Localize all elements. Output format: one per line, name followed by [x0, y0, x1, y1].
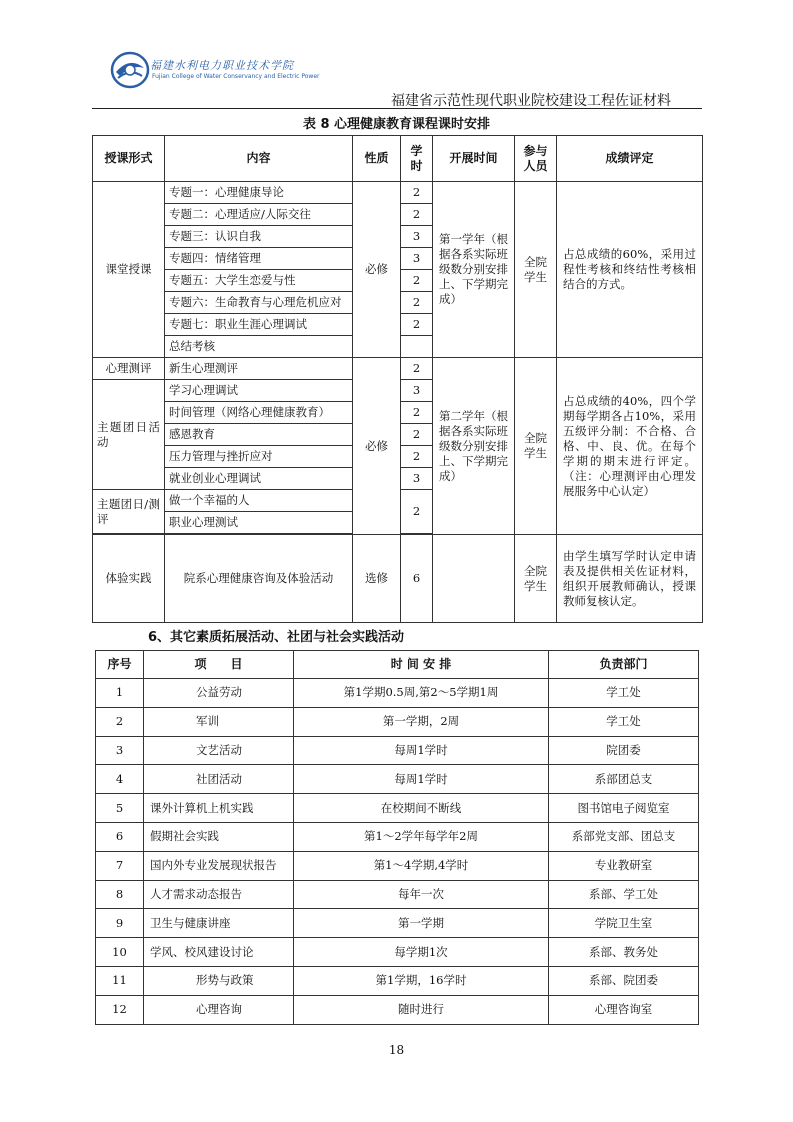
nature-cell: 必修: [353, 358, 401, 535]
hours-cell: 2: [401, 424, 433, 446]
form-activity: 主题团日活动: [93, 380, 165, 490]
item-cell: 形势与政策: [144, 966, 294, 995]
content-cell: 做一个幸福的人: [165, 490, 353, 512]
hours-cell: 2: [401, 402, 433, 424]
time-cell: 每学期1次: [294, 938, 549, 967]
form-practice: 体验实践: [93, 535, 165, 623]
row-number-cell: 1: [96, 679, 144, 708]
content-cell: 感恩教育: [165, 424, 353, 446]
table-row: [96, 851, 699, 880]
table-row: [96, 909, 699, 938]
row-number-cell: 6: [96, 822, 144, 851]
dept-cell: 系部、学工处: [549, 880, 699, 909]
hours-cell: 6: [401, 535, 433, 623]
psych-course-table: [92, 135, 703, 623]
hours-cell: 3: [401, 226, 433, 248]
content-cell: 总结考核: [165, 336, 353, 358]
col-header-time: 时 间 安 排: [294, 651, 549, 679]
item-cell: 社团活动: [144, 765, 294, 794]
table-row: [96, 679, 699, 708]
form-test: 心理测评: [93, 358, 165, 380]
section6-title: 6、其它素质拓展活动、社团与社会实践活动: [148, 630, 405, 645]
row-number-cell: 9: [96, 909, 144, 938]
hours-cell: 2: [401, 314, 433, 336]
time-cell: 每年一次: [294, 880, 549, 909]
time-cell: 第1～2学年每学年2周: [294, 822, 549, 851]
col-header-time: 开展时间: [433, 136, 515, 182]
grading-cell: 占总成绩的40%，四个学期每学期各占10%，采用五级评分制：不合格、合格、中、良、优。在每个学期的期末进行评定。（注：心理测评由心理发展服务中心认定）: [557, 358, 703, 535]
dept-cell: 心理咨询室: [549, 995, 699, 1024]
participants-cell: 全院学生: [515, 535, 557, 623]
table-row: [93, 535, 703, 623]
header-divider: [92, 108, 702, 109]
row-number-cell: 12: [96, 995, 144, 1024]
table8-title: 表 8 心理健康教育课程课时安排: [302, 117, 491, 132]
table-row: [96, 765, 699, 794]
form-classroom: 课堂授课: [93, 182, 165, 358]
table-row: [96, 822, 699, 851]
col-header-no: 序号: [96, 651, 144, 679]
hours-cell: 3: [401, 380, 433, 402]
col-header-item: 项 目: [144, 651, 294, 679]
item-cell: 国内外专业发展现状报告: [144, 851, 294, 880]
content-cell: 新生心理测评: [165, 358, 353, 380]
table-row: [96, 938, 699, 967]
table-row: [96, 995, 699, 1024]
item-cell: 课外计算机上机实践: [144, 794, 294, 823]
table-header-row: [93, 136, 703, 182]
nature-cell: 必修: [353, 182, 401, 358]
row-number-cell: 4: [96, 765, 144, 794]
item-cell: 文艺活动: [144, 736, 294, 765]
item-cell: 学风、校风建设讨论: [144, 938, 294, 967]
row-number-cell: 3: [96, 736, 144, 765]
item-cell: 心理咨询: [144, 995, 294, 1024]
hours-cell: 2: [401, 358, 433, 380]
table-row: [96, 880, 699, 909]
content-cell: 时间管理（网络心理健康教育）: [165, 402, 353, 424]
time-cell: 在校期间不断线: [294, 794, 549, 823]
content-cell: 专题四：情绪管理: [165, 248, 353, 270]
table-row: [96, 794, 699, 823]
table-row: [96, 966, 699, 995]
table-row: [93, 182, 703, 204]
hours-cell: 3: [401, 248, 433, 270]
hours-cell: 2: [401, 182, 433, 204]
content-cell: 专题二：心理适应/人际交往: [165, 204, 353, 226]
dept-cell: 学院卫生室: [549, 909, 699, 938]
participants-cell: 全院学生: [515, 182, 557, 358]
item-cell: 人才需求动态报告: [144, 880, 294, 909]
row-number-cell: 5: [96, 794, 144, 823]
item-cell: 军训: [144, 707, 294, 736]
col-header-nature: 性质: [353, 136, 401, 182]
row-number-cell: 10: [96, 938, 144, 967]
time-cell: 第1学期，16学时: [294, 966, 549, 995]
nature-cell: 选修: [353, 535, 401, 623]
grading-cell: 占总成绩的60%，采用过程性考核和终结性考核相结合的方式。: [557, 182, 703, 358]
content-cell: 学习心理调试: [165, 380, 353, 402]
content-cell: 专题五：大学生恋爱与性: [165, 270, 353, 292]
content-cell: 压力管理与挫折应对: [165, 446, 353, 468]
document-header-title: 福建省示范性现代职业院校建设工程佐证材料: [391, 93, 671, 109]
table-row: [93, 358, 703, 380]
grading-cell: 由学生填写学时认定申请表及提供相关佐证材料，组织开展教师确认，授课教师复核认定。: [557, 535, 703, 623]
hours-cell: 2: [401, 204, 433, 226]
school-name: 福建水利电力职业技术学院: [150, 59, 294, 72]
col-header-dept: 负责部门: [549, 651, 699, 679]
col-header-hours: 学时: [401, 136, 433, 182]
row-number-cell: 8: [96, 880, 144, 909]
dept-cell: 院团委: [549, 736, 699, 765]
dept-cell: 系部、教务处: [549, 938, 699, 967]
hours-cell: 3: [401, 468, 433, 490]
hours-cell: 2: [401, 446, 433, 468]
content-cell: 专题七：职业生涯心理调试: [165, 314, 353, 336]
time-cell: 第一学期: [294, 909, 549, 938]
dept-cell: 专业教研室: [549, 851, 699, 880]
dept-cell: 学工处: [549, 707, 699, 736]
time-cell: [433, 535, 515, 623]
content-cell: 专题六：生命教育与心理危机应对: [165, 292, 353, 314]
dept-cell: 系部团总支: [549, 765, 699, 794]
content-cell: 专题三：认识自我: [165, 226, 353, 248]
hours-cell: 2: [401, 490, 433, 534]
page-number: 18: [388, 1043, 405, 1057]
time-cell: 第1学期0.5周,第2～5学期1周: [294, 679, 549, 708]
time-cell: 第二学年（根据各系实际班级数分别安排上、下学期完成）: [433, 358, 515, 535]
table-row: [96, 736, 699, 765]
hours-cell: 2: [401, 292, 433, 314]
content-cell: 专题一：心理健康导论: [165, 182, 353, 204]
time-cell: 每周1学时: [294, 765, 549, 794]
col-header-participants: 参与人员: [515, 136, 557, 182]
item-cell: 假期社会实践: [144, 822, 294, 851]
time-cell: 第一学期，2周: [294, 707, 549, 736]
table-row: [96, 707, 699, 736]
hours-cell: 2: [401, 270, 433, 292]
col-header-content: 内容: [165, 136, 353, 182]
participants-cell: 全院学生: [515, 358, 557, 535]
time-cell: 第一学年（根据各系实际班级数分别安排上、下学期完成）: [433, 182, 515, 358]
col-header-form: 授课形式: [93, 136, 165, 182]
content-cell: 院系心理健康咨询及体验活动: [165, 535, 353, 623]
time-cell: 随时进行: [294, 995, 549, 1024]
time-cell: 第1～4学期,4学时: [294, 851, 549, 880]
content-cell: 就业创业心理调试: [165, 468, 353, 490]
table-header-row: [96, 651, 699, 679]
row-number-cell: 11: [96, 966, 144, 995]
row-number-cell: 2: [96, 707, 144, 736]
dept-cell: 系部、院团委: [549, 966, 699, 995]
dept-cell: 系部党支部、团总支: [549, 822, 699, 851]
col-header-grading: 成绩评定: [557, 136, 703, 182]
time-cell: 每周1学时: [294, 736, 549, 765]
dept-cell: 学工处: [549, 679, 699, 708]
item-cell: 卫生与健康讲座: [144, 909, 294, 938]
form-mixed: 主题团日/测评: [93, 490, 165, 534]
row-number-cell: 7: [96, 851, 144, 880]
activities-table: [95, 650, 699, 1025]
hours-cell: [401, 336, 433, 358]
content-cell: 职业心理测试: [165, 512, 353, 534]
school-name-en: Fujian College of Water Conservancy and Electric Power: [152, 73, 320, 80]
dept-cell: 图书馆电子阅览室: [549, 794, 699, 823]
item-cell: 公益劳动: [144, 679, 294, 708]
